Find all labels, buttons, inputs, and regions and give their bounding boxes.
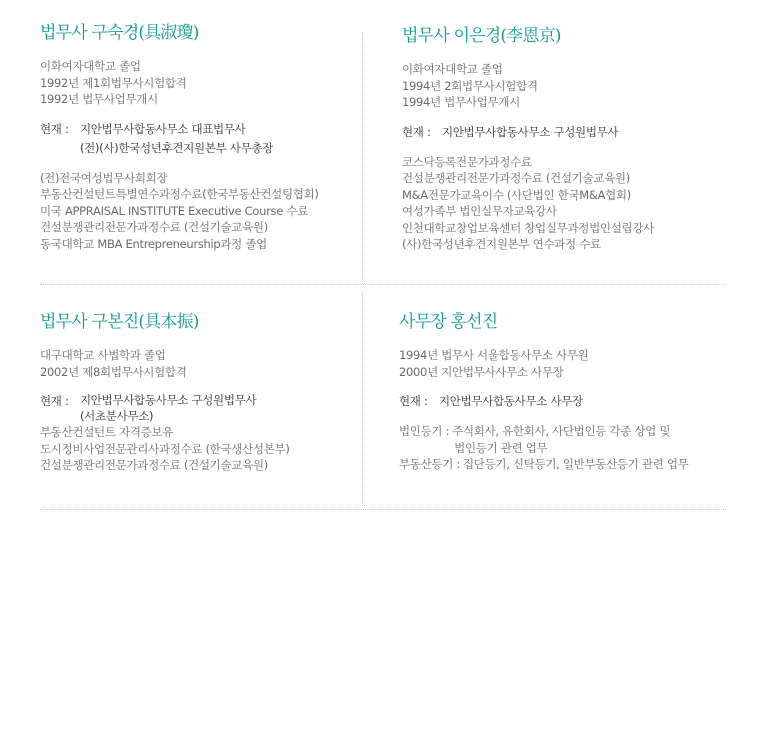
list-item: 1994년 법무사 서울합동사무소 사무원 [399, 348, 589, 362]
registration-list [399, 423, 729, 473]
career-list [40, 424, 355, 474]
list-item: 지안법무사합동사무소 구성원법무사 [442, 124, 619, 139]
list-item: 1994년 2회법무사시험합격 [402, 78, 538, 93]
education-list [399, 347, 729, 380]
list-item: 1994년 법무사업무개시 [402, 95, 520, 109]
registration-corporate [399, 423, 729, 456]
list-item: 건설분쟁관리전문가과정수료 (건설기술교육원) [40, 458, 268, 472]
list-item: 지안법무사합동사무소 대표법무사 [80, 121, 246, 136]
list-item: 코스닥등록전문가과정수료 [402, 154, 532, 169]
profile-title: 법무사 구본진(具本振) [40, 312, 199, 332]
list-item: 1992년 법무사업무개시 [40, 92, 158, 106]
list-item: 미국 APPRAISAL INSTITUTE Executive Course 수료 [40, 203, 309, 218]
current-position [399, 392, 729, 411]
horizontal-divider-middle [40, 284, 726, 285]
list-item: 법인등기 관련 업무 [454, 440, 548, 455]
registration-real-estate [399, 456, 729, 473]
list-item: 대구대학교 사법학과 졸업 [40, 348, 166, 362]
horizontal-divider-bottom [40, 509, 726, 510]
profile-card-lee-eunkyung [402, 23, 732, 253]
list-item: 도시정비사업전문관리사과정수료 (한국생산성본부) [40, 441, 290, 456]
list-item: 지안법무사합동사무소 사무장 [439, 394, 583, 408]
current-label: 현재 : [399, 394, 428, 408]
list-item: 이화여자대학교 졸업 [402, 62, 503, 76]
profile-card-koo-bonjin [40, 309, 355, 474]
education-list [40, 58, 355, 108]
education-list [40, 347, 355, 380]
list-item: M&A전문가교육이수 (사단법인 한국M&A협회) [402, 187, 631, 202]
profile-title: 법무사 이은경(李恩京) [402, 26, 561, 46]
current-label: 현재 : [40, 394, 69, 408]
list-item: 인천대학교창업보육센터 창업실무과정법인설립강사 [402, 220, 654, 235]
current-position [402, 123, 732, 142]
profile-title: 사무장 홍선진 [399, 312, 498, 332]
profile-title: 법무사 구숙경(具淑瓊) [40, 23, 199, 43]
profile-card-koo-sukkyung [40, 20, 355, 252]
registration-label: 법인등기 : [399, 424, 450, 438]
list-item: (전)전국여성법무사회회장 [40, 170, 168, 185]
vertical-divider-bottom [362, 292, 363, 506]
list-item: 주식회사, 유한회사, 사단법인등 각종 상업 및 [452, 424, 671, 438]
vertical-divider-top [362, 32, 363, 284]
current-label: 현재 : [402, 124, 431, 139]
list-item: 1992년 제1회법무사시험합격 [40, 75, 187, 90]
career-list [40, 170, 355, 253]
list-item: (서초분사무소) [80, 409, 154, 423]
list-item: (전)(사)한국성년후견지원본부 사무총장 [80, 140, 274, 155]
registration-label: 부동산등기 : [399, 457, 460, 471]
list-item: (사)한국성년후견지원본부 연수과정 수료 [402, 237, 601, 251]
list-item: 지안법무사합동사무소 구성원법무사 [80, 393, 257, 407]
current-position [40, 120, 355, 158]
list-item: 집단등기, 신탁등기, 일반부동산등기 관련 업무 [462, 457, 689, 471]
current-label: 현재 : [40, 121, 69, 136]
list-item: 부동산컨설턴트 자격증보유 [40, 425, 174, 439]
current-position [40, 392, 355, 424]
list-item: 여성가족부 법인실무자교육강사 [402, 204, 557, 218]
education-list [402, 61, 732, 111]
list-item: 부동산컨설턴트특별연수과정수료(한국부동산컨설팅협회) [40, 187, 319, 201]
list-item: 동국대학교 MBA Entrepreneurship과정 졸업 [40, 236, 267, 251]
list-item: 2000년 지안법무사사무소 사무장 [399, 364, 564, 379]
list-item: 이화여자대학교 졸업 [40, 59, 141, 73]
list-item: 건설분쟁관리전문가과정수료 (건설기술교육원) [402, 171, 630, 185]
career-list [402, 154, 732, 253]
list-item: 건설분쟁관리전문가과정수료 (건설기술교육원) [40, 220, 268, 234]
profile-card-hong-seonjin [399, 309, 729, 473]
list-item: 2002년 제8회법무사시험합격 [40, 364, 187, 379]
